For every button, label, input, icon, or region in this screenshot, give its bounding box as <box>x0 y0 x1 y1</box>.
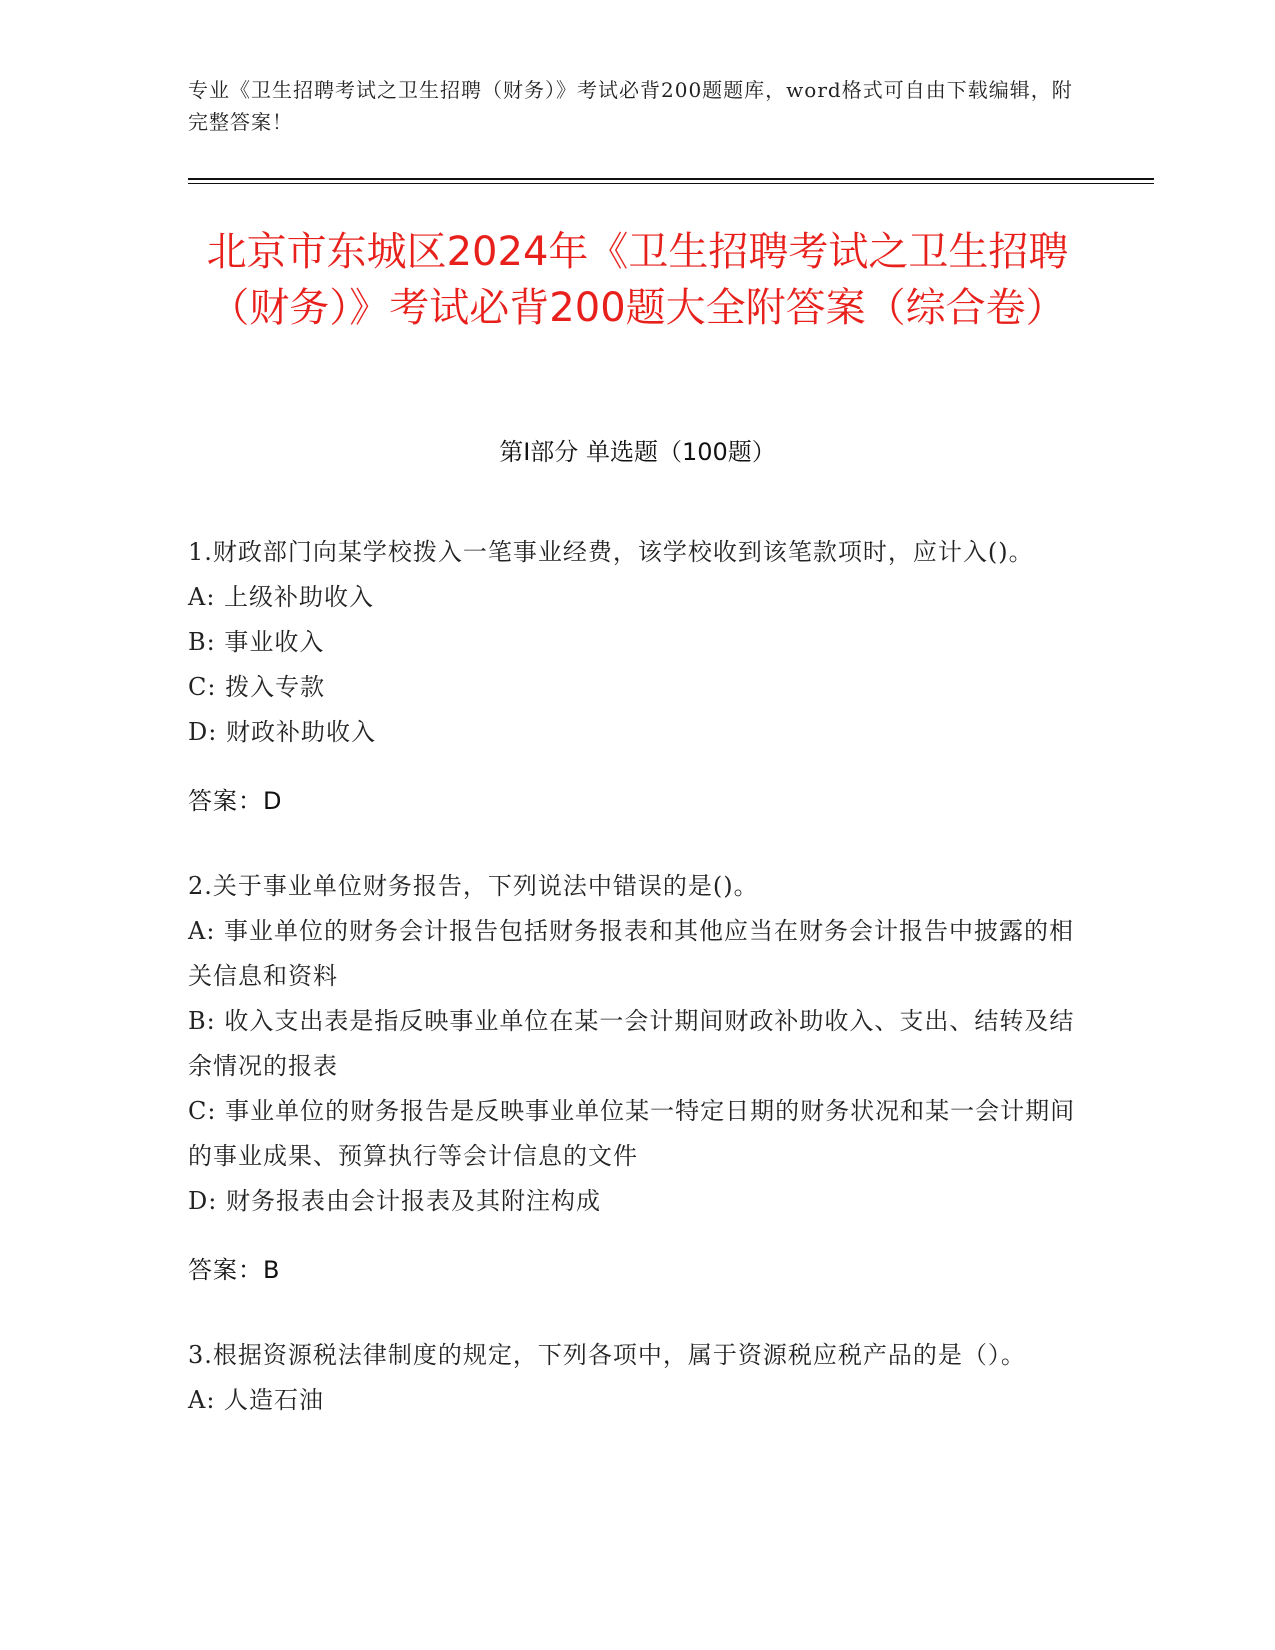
header-rule-thin <box>188 183 1154 184</box>
question-list <box>188 530 1088 1463</box>
answer: 答案：D <box>188 787 283 815</box>
option-d: D: 财务报表由会计报表及其附注构成 <box>188 1187 601 1215</box>
option-d: D: 财政补助收入 <box>188 718 376 746</box>
header-rule-thick <box>188 178 1154 180</box>
option-c: C: 拨入专款 <box>188 673 326 701</box>
document-title: 北京市东城区2024年《卫生招聘考试之卫生招聘（财务）》考试必背200题大全附答案（综合卷） <box>206 229 1069 331</box>
question-stem: 1.财政部门向某学校拨入一笔事业经费，该学校收到该笔款项时，应计入()。 <box>188 538 1034 566</box>
answer: 答案：B <box>188 1256 281 1284</box>
option-a: A: 上级补助收入 <box>188 583 375 611</box>
option-a: A: 事业单位的财务会计报告包括财务报表和其他应当在财务会计报告中披露的相关信息和资料 <box>188 917 1075 990</box>
option-a: A: 人造石油 <box>188 1386 325 1414</box>
section-title: 第I部分 单选题（100题） <box>499 438 776 466</box>
question-3 <box>188 1333 1088 1423</box>
option-c: C: 事业单位的财务报告是反映事业单位某一特定日期的财务状况和某一会计期间的事业成果、预算执行等会计信息的文件 <box>188 1097 1076 1170</box>
header-note: 专业《卫生招聘考试之卫生招聘（财务）》考试必背200题题库，word格式可自由下载编辑，附完整答案！ <box>188 78 1073 134</box>
question-1 <box>188 530 1088 824</box>
question-stem: 3.根据资源税法律制度的规定，下列各项中，属于资源税应税产品的是（）。 <box>188 1341 1026 1369</box>
option-b: B: 收入支出表是指反映事业单位在某一会计期间财政补助收入、支出、结转及结余情况的报表 <box>188 1007 1075 1080</box>
question-stem: 2.关于事业单位财务报告，下列说法中错误的是()。 <box>188 872 759 900</box>
option-b: B: 事业收入 <box>188 628 325 656</box>
question-2 <box>188 864 1088 1293</box>
